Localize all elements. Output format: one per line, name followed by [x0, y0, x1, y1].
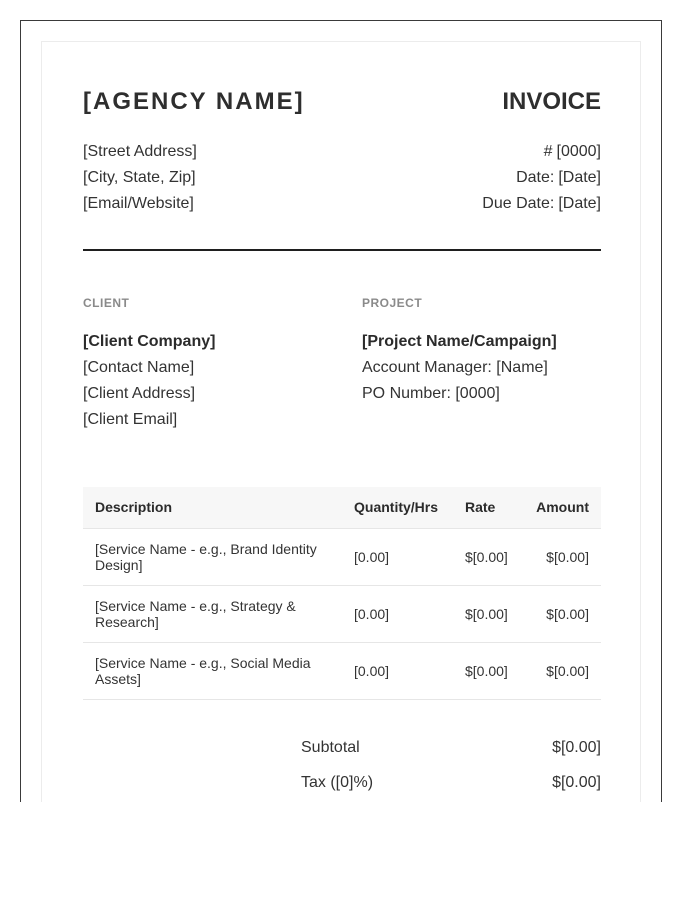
table-row	[83, 528, 601, 585]
invoice-number-row	[482, 139, 601, 165]
invoice-meta-block	[482, 139, 601, 217]
invoice-document	[41, 41, 641, 802]
client-section-label: CLIENT	[83, 296, 130, 310]
invoice-due-label: Due Date:	[482, 195, 555, 212]
agency-email: [Email/Website]	[83, 195, 194, 212]
client-company: [Client Company]	[83, 333, 216, 350]
agency-city: [City, State, Zip]	[83, 169, 196, 186]
invoice-date: [Date]	[558, 169, 601, 186]
agency-name: [AGENCY NAME]	[83, 88, 305, 115]
row-rate: $[0.00]	[453, 585, 524, 642]
subtotal-label: Subtotal	[301, 739, 360, 756]
invoice-due-row	[482, 191, 601, 217]
invoice-header	[83, 88, 601, 118]
row-amount: $[0.00]	[524, 585, 601, 642]
line-items-table	[83, 487, 601, 700]
client-email: [Client Email]	[83, 411, 178, 428]
client-contact: [Contact Name]	[83, 359, 195, 376]
tax-label: Tax ([0]%)	[301, 774, 374, 791]
row-quantity: [0.00]	[342, 585, 453, 642]
row-quantity: [0.00]	[342, 642, 453, 699]
invoice-due-date: [Date]	[558, 195, 601, 212]
header-quantity: Quantity/Hrs	[342, 487, 453, 528]
header-divider	[83, 249, 601, 251]
subtotal-row	[301, 739, 601, 774]
project-block	[362, 329, 557, 407]
table-row	[83, 642, 601, 699]
project-manager: Account Manager: [Name]	[362, 359, 548, 376]
row-description: [Service Name - e.g., Strategy & Research]	[83, 585, 342, 642]
agency-address-block	[83, 139, 197, 217]
header-rate: Rate	[453, 487, 524, 528]
project-section-label: PROJECT	[362, 296, 423, 310]
invoice-date-label: Date:	[516, 169, 555, 186]
invoice-date-row	[482, 165, 601, 191]
row-description: [Service Name - e.g., Social Media Assets]	[83, 642, 342, 699]
row-rate: $[0.00]	[453, 642, 524, 699]
header-amount: Amount	[524, 487, 601, 528]
subtotal-value: $[0.00]	[552, 739, 601, 756]
client-block	[83, 329, 215, 433]
client-address: [Client Address]	[83, 385, 196, 402]
table-row	[83, 585, 601, 642]
invoice-number-label: #	[543, 143, 553, 160]
page-frame	[20, 20, 662, 802]
row-amount: $[0.00]	[524, 528, 601, 585]
invoice-number: [0000]	[556, 143, 601, 160]
tax-value: $[0.00]	[552, 774, 601, 791]
agency-street: [Street Address]	[83, 143, 197, 160]
row-rate: $[0.00]	[453, 528, 524, 585]
invoice-title: INVOICE	[502, 88, 601, 115]
row-amount: $[0.00]	[524, 642, 601, 699]
project-po-number: PO Number: [0000]	[362, 385, 500, 402]
tax-row	[301, 774, 601, 802]
row-quantity: [0.00]	[342, 528, 453, 585]
row-description: [Service Name - e.g., Brand Identity Design]	[83, 528, 342, 585]
totals-block	[301, 739, 601, 802]
table-header-row	[83, 487, 601, 528]
header-description: Description	[83, 487, 342, 528]
project-name: [Project Name/Campaign]	[362, 333, 557, 350]
